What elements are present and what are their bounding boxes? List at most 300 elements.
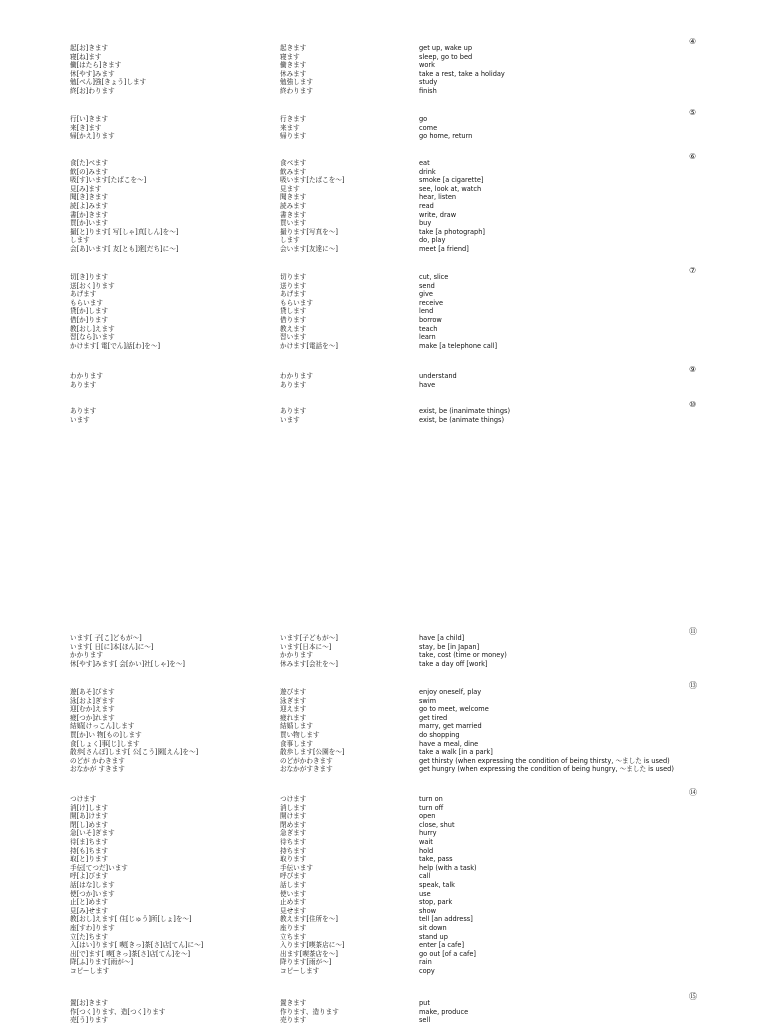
- kanji-with-reading: 出[で]ます[ 喫[きっ]茶[さ]店[てん]を～]: [70, 949, 191, 958]
- plain-form: 売ります: [280, 1016, 307, 1025]
- kanji-with-reading: 撮[と]ります[ 写[しゃ]真[しん]を～]: [70, 227, 179, 236]
- kanji-with-reading: 働[はたら]きます: [70, 61, 122, 70]
- plain-form: 急ぎます: [280, 829, 307, 838]
- kanji-with-reading: 待[ま]ちます: [70, 837, 109, 846]
- english-meaning: meet [a friend]: [419, 244, 469, 253]
- english-meaning: smoke [a cigarette]: [419, 176, 484, 185]
- vocab-row: [0, 236, 768, 245]
- plain-form: 勉強します: [280, 78, 313, 87]
- plain-form: 消します: [280, 803, 307, 812]
- vocab-row: [0, 748, 768, 757]
- kanji-with-reading: 食[た]べます: [70, 159, 109, 167]
- kanji-with-reading: 起[お]きます: [70, 44, 109, 52]
- plain-form: 飲みます: [280, 167, 307, 176]
- kanji-with-reading: 貸[か]します: [70, 307, 109, 316]
- kanji-with-reading: 会[あ]います[ 友[とも]達[だち]に～]: [70, 244, 179, 253]
- plain-form: 送ります: [280, 281, 307, 290]
- section-15: [0, 992, 768, 1025]
- plain-form: 止めます: [280, 898, 307, 907]
- plain-form: 聞きます: [280, 193, 307, 202]
- english-meaning: take a rest, take a holiday: [419, 69, 505, 78]
- english-meaning: get thirsty (when expressing the condition of being thirsty, ～ました is used): [419, 756, 670, 765]
- plain-form: 切ります: [280, 273, 307, 281]
- plain-form: おなかがすきます: [280, 765, 333, 774]
- english-meaning: eat: [419, 159, 430, 167]
- kanji-with-reading: のどが かわきます: [70, 756, 125, 765]
- section-13: [0, 681, 768, 774]
- plain-form: 寝ます: [280, 52, 300, 61]
- kanji-with-reading: おなかが すきます: [70, 765, 125, 774]
- vocab-row: [0, 651, 768, 660]
- plain-form: あります: [280, 380, 307, 389]
- english-meaning: have [a child]: [419, 634, 465, 642]
- english-meaning: borrow: [419, 315, 442, 324]
- vocab-row: [0, 722, 768, 731]
- kanji-with-reading: します: [70, 236, 90, 245]
- english-meaning: stand up: [419, 932, 448, 941]
- vocab-row: [0, 941, 768, 950]
- kanji-with-reading: コピーします: [70, 966, 110, 975]
- plain-form: 撮ります[写真を～]: [280, 227, 338, 236]
- section-9: [0, 365, 768, 389]
- english-meaning: have: [419, 380, 436, 389]
- english-meaning: exist, be (animate things): [419, 415, 505, 424]
- kanji-with-reading: 止[と]めます: [70, 898, 109, 907]
- english-meaning: tell [an address]: [419, 915, 473, 924]
- section-number: ⑩: [689, 400, 697, 409]
- plain-form: 会います[友達に～]: [280, 244, 338, 253]
- kanji-with-reading: 取[と]ります: [70, 855, 109, 864]
- kanji-with-reading: 閉[し]めます: [70, 820, 109, 829]
- kanji-with-reading: 借[か]ります: [70, 315, 109, 324]
- vocab-row: [0, 958, 768, 967]
- plain-form: 出ます[喫茶店を～]: [280, 949, 338, 958]
- section-number: ⑤: [689, 108, 697, 117]
- plain-form: 話します: [280, 880, 307, 889]
- plain-form: コピーします: [280, 966, 320, 975]
- kanji-with-reading: 疲[つか]れます: [70, 713, 115, 722]
- english-meaning: exist, be (inanimate things): [419, 407, 511, 415]
- vocab-row: [0, 838, 768, 847]
- english-meaning: drink: [419, 167, 436, 176]
- kanji-with-reading: 売[う]ります: [70, 1016, 109, 1025]
- vocab-row: [0, 282, 768, 291]
- english-meaning: receive: [419, 298, 444, 307]
- plain-form: 読みます: [280, 201, 307, 210]
- english-meaning: open: [419, 812, 436, 821]
- kanji-with-reading: 習[なら]います: [70, 333, 115, 342]
- kanji-with-reading: 行[い]きます: [70, 115, 109, 123]
- kanji-with-reading: 入[はい]ります[ 喫[きっ]茶[さ]店[てん]に～]: [70, 941, 204, 950]
- plain-form: 作ります、造ります: [280, 1007, 339, 1016]
- vocab-row: [0, 61, 768, 70]
- plain-form: 習います: [280, 333, 307, 342]
- plain-form: 疲れます: [280, 713, 307, 722]
- vocab-row: [0, 829, 768, 838]
- plain-form: 借ります: [280, 315, 307, 324]
- vocab-row: [0, 821, 768, 830]
- plain-form: つけます: [280, 795, 307, 803]
- vocab-row: [0, 124, 768, 133]
- kanji-with-reading: かけます[ 電[でん]話[わ]を～]: [70, 341, 161, 350]
- section-11: [0, 627, 768, 668]
- english-meaning: speak, talk: [419, 880, 456, 889]
- vocab-row: [0, 202, 768, 211]
- english-meaning: sell: [419, 1016, 431, 1025]
- section-10: [0, 400, 768, 424]
- vocab-row: [0, 115, 768, 124]
- kanji-with-reading: 持[も]ちます: [70, 846, 109, 855]
- english-meaning: take [a photograph]: [419, 227, 485, 236]
- kanji-with-reading: います[ 子[こ]どもが～]: [70, 634, 142, 642]
- section-number: ⑪: [689, 627, 697, 636]
- english-meaning: understand: [419, 372, 457, 380]
- vocab-row: [0, 950, 768, 959]
- vocab-row: [0, 660, 768, 669]
- section-5: [0, 108, 768, 141]
- plain-form: あげます: [280, 290, 307, 299]
- vocab-row: [0, 924, 768, 933]
- vocab-row: [0, 765, 768, 774]
- plain-form: います[子どもが～]: [280, 634, 338, 642]
- section-number: ⑦: [689, 266, 697, 275]
- plain-form: 手伝います: [280, 863, 313, 872]
- kanji-with-reading: 休[やす]みます[ 会[かい]社[しゃ]を～]: [70, 659, 185, 668]
- plain-form: 散歩します[公園を～]: [280, 748, 345, 757]
- vocab-row: [0, 697, 768, 706]
- kanji-with-reading: 置[お]きます: [70, 999, 109, 1007]
- english-meaning: turn on: [419, 795, 443, 803]
- vocab-row: [0, 53, 768, 62]
- vocab-row: [0, 757, 768, 766]
- english-meaning: get up, wake up: [419, 44, 473, 52]
- vocab-row: [0, 1008, 768, 1017]
- vocab-row: [0, 245, 768, 254]
- vocab-row: [0, 333, 768, 342]
- vocab-row: [0, 795, 768, 804]
- plain-form: 待ちます: [280, 837, 307, 846]
- plain-form: います: [280, 415, 300, 424]
- plain-form: 休みます[会社を～]: [280, 659, 338, 668]
- kanji-with-reading: 手伝[てつだ]います: [70, 863, 128, 872]
- plain-form: います[日本に～]: [280, 642, 332, 651]
- plain-form: 書きます: [280, 210, 307, 219]
- kanji-with-reading: 降[ふ]ります[雨が～]: [70, 958, 134, 967]
- vocab-row: [0, 847, 768, 856]
- english-meaning: do, play: [419, 236, 446, 245]
- vocab-row: [0, 688, 768, 697]
- section-number: ⑬: [689, 681, 697, 690]
- kanji-with-reading: もらいます: [70, 298, 103, 307]
- section-14: [0, 788, 768, 975]
- english-meaning: teach: [419, 324, 438, 333]
- kanji-with-reading: 開[あ]けます: [70, 812, 109, 821]
- kanji-with-reading: 泳[およ]ぎます: [70, 696, 115, 705]
- kanji-with-reading: 終[お]わります: [70, 86, 115, 95]
- plain-form: わかります: [280, 372, 313, 380]
- vocab-row: [0, 872, 768, 881]
- plain-form: 貸します: [280, 307, 307, 316]
- english-meaning: read: [419, 201, 434, 210]
- english-meaning: hold: [419, 846, 434, 855]
- kanji-with-reading: 遊[あそ]びます: [70, 688, 115, 696]
- english-meaning: learn: [419, 333, 436, 342]
- vocab-row: [0, 890, 768, 899]
- vocab-row: [0, 228, 768, 237]
- english-meaning: rain: [419, 958, 432, 967]
- vocab-row: [0, 999, 768, 1008]
- vocab-row: [0, 299, 768, 308]
- plain-form: 泳ぎます: [280, 696, 307, 705]
- english-meaning: show: [419, 906, 437, 915]
- kanji-with-reading: わかります: [70, 372, 103, 380]
- english-meaning: take a day off [work]: [419, 659, 488, 668]
- vocab-row: [0, 372, 768, 381]
- vocab-row: [0, 132, 768, 141]
- vocab-row: [0, 804, 768, 813]
- plain-form: 開けます: [280, 812, 307, 821]
- english-meaning: get tired: [419, 713, 448, 722]
- plain-form: 行きます: [280, 115, 307, 123]
- plain-form: 教えます: [280, 324, 307, 333]
- english-meaning: give: [419, 290, 433, 299]
- section-number: ④: [689, 37, 697, 46]
- plain-form: 食事します: [280, 739, 313, 748]
- vocab-row: [0, 1016, 768, 1025]
- english-meaning: enter [a cafe]: [419, 941, 465, 950]
- section-number: ⑭: [689, 788, 697, 797]
- plain-form: 見ます: [280, 184, 300, 193]
- vocab-row: [0, 273, 768, 282]
- plain-form: 教えます[住所を～]: [280, 915, 338, 924]
- vocab-row: [0, 967, 768, 976]
- kanji-with-reading: 迎[むか]えます: [70, 705, 115, 714]
- plain-form: 呼びます: [280, 872, 307, 881]
- english-meaning: do shopping: [419, 730, 460, 739]
- section-4: [0, 37, 768, 96]
- plain-form: 使います: [280, 889, 307, 898]
- kanji-with-reading: あげます: [70, 290, 97, 299]
- kanji-with-reading: 使[つか]います: [70, 889, 115, 898]
- plain-form: 閉めます: [280, 820, 307, 829]
- vocab-row: [0, 168, 768, 177]
- plain-form: 休みます: [280, 69, 307, 78]
- kanji-with-reading: 買[か]います: [70, 219, 109, 228]
- plain-form: かかります: [280, 651, 313, 660]
- kanji-with-reading: 買[か]い 物[もの]します: [70, 730, 142, 739]
- english-meaning: buy: [419, 219, 432, 228]
- english-meaning: go home, return: [419, 132, 473, 141]
- vocab-row: [0, 933, 768, 942]
- kanji-with-reading: 消[け]します: [70, 803, 109, 812]
- plain-form: 迎えます: [280, 705, 307, 714]
- vocab-row: [0, 812, 768, 821]
- english-meaning: swim: [419, 696, 437, 705]
- kanji-with-reading: 読[よ]みます: [70, 201, 109, 210]
- plain-form: もらいます: [280, 298, 313, 307]
- vocab-row: [0, 342, 768, 351]
- english-meaning: go out [of a cafe]: [419, 949, 476, 958]
- english-meaning: finish: [419, 86, 437, 95]
- kanji-with-reading: 教[おし]えます[ 住[じゅう]所[しょ]を～]: [70, 915, 192, 924]
- kanji-with-reading: 切[き]ります: [70, 273, 109, 281]
- plain-form: 終わります: [280, 86, 313, 95]
- english-meaning: marry, get married: [419, 722, 482, 731]
- kanji-with-reading: 見[み]せます: [70, 906, 109, 915]
- english-meaning: copy: [419, 966, 435, 975]
- english-meaning: see, look at, watch: [419, 184, 482, 193]
- english-meaning: go: [419, 115, 428, 123]
- kanji-with-reading: います[ 日[に]本[ほん]に～]: [70, 642, 154, 651]
- english-meaning: enjoy oneself, play: [419, 688, 482, 696]
- kanji-with-reading: 来[き]ます: [70, 123, 102, 132]
- english-meaning: hurry: [419, 829, 437, 838]
- vocab-row: [0, 407, 768, 416]
- english-meaning: come: [419, 123, 438, 132]
- plain-form: 買います: [280, 219, 307, 228]
- english-meaning: put: [419, 999, 430, 1007]
- kanji-with-reading: 吸[す]います[たばこを～]: [70, 176, 147, 185]
- plain-form: のどがかわきます: [280, 756, 333, 765]
- kanji-with-reading: います: [70, 415, 90, 424]
- english-meaning: sleep, go to bed: [419, 52, 473, 61]
- kanji-with-reading: 食[しょく]事[じ]します: [70, 739, 140, 748]
- english-meaning: send: [419, 281, 435, 290]
- vocab-row: [0, 176, 768, 185]
- plain-form: 座ります: [280, 923, 307, 932]
- vocab-row: [0, 325, 768, 334]
- plain-form: かけます[電話を～]: [280, 341, 338, 350]
- english-meaning: wait: [419, 837, 433, 846]
- kanji-with-reading: 教[おし]えます: [70, 324, 115, 333]
- vocab-row: [0, 87, 768, 96]
- plain-form: あります: [280, 407, 307, 415]
- english-meaning: help (with a task): [419, 863, 477, 872]
- vocab-row: [0, 211, 768, 220]
- english-meaning: stay, be [in Japan]: [419, 642, 480, 651]
- plain-form: 持ちます: [280, 846, 307, 855]
- kanji-with-reading: 呼[よ]びます: [70, 872, 109, 881]
- vocab-row: [0, 307, 768, 316]
- vocab-row: [0, 898, 768, 907]
- plain-form: 結婚します: [280, 722, 313, 731]
- english-meaning: turn off: [419, 803, 444, 812]
- plain-form: 入ります[喫茶店に～]: [280, 941, 345, 950]
- kanji-with-reading: 急[いそ]ぎます: [70, 829, 115, 838]
- plain-form: 遊びます: [280, 688, 307, 696]
- kanji-with-reading: 聞[き]きます: [70, 193, 109, 202]
- vocab-row: [0, 78, 768, 87]
- english-meaning: get hungry (when expressing the condition of being hungry, ～ました is used): [419, 765, 674, 774]
- plain-form: 来ます: [280, 123, 300, 132]
- english-meaning: work: [419, 61, 435, 70]
- plain-form: します: [280, 236, 300, 245]
- english-meaning: stop, park: [419, 898, 453, 907]
- kanji-with-reading: 見[み]ます: [70, 184, 102, 193]
- vocab-row: [0, 740, 768, 749]
- vocab-row: [0, 864, 768, 873]
- plain-form: 働きます: [280, 61, 307, 70]
- plain-form: 立ちます: [280, 932, 307, 941]
- kanji-with-reading: 休[やす]みます: [70, 69, 115, 78]
- english-meaning: call: [419, 872, 431, 881]
- english-meaning: take, cost (time or money): [419, 651, 507, 660]
- plain-form: 取ります: [280, 855, 307, 864]
- english-meaning: take, pass: [419, 855, 453, 864]
- vocab-row: [0, 193, 768, 202]
- plain-form: 帰ります: [280, 132, 307, 141]
- kanji-with-reading: つけます: [70, 795, 97, 803]
- english-meaning: make [a telephone call]: [419, 341, 498, 350]
- kanji-with-reading: 散歩[さんぽ]します[ 公[こう]園[えん]を～]: [70, 748, 199, 757]
- vocab-row: [0, 731, 768, 740]
- vocab-row: [0, 643, 768, 652]
- kanji-with-reading: かかります: [70, 651, 103, 660]
- plain-form: 見せます: [280, 906, 307, 915]
- vocab-row: [0, 855, 768, 864]
- plain-form: 置きます: [280, 999, 307, 1007]
- english-meaning: lend: [419, 307, 434, 316]
- section-7: [0, 266, 768, 350]
- english-meaning: study: [419, 78, 438, 87]
- vocab-row: [0, 381, 768, 390]
- kanji-with-reading: 飲[の]みます: [70, 167, 109, 176]
- section-6: [0, 152, 768, 254]
- vocab-row: [0, 44, 768, 53]
- kanji-with-reading: 立[た]ちます: [70, 932, 109, 941]
- english-meaning: write, draw: [419, 210, 457, 219]
- english-meaning: have a meal, dine: [419, 739, 479, 748]
- vocab-row: [0, 915, 768, 924]
- kanji-with-reading: 話[はな]します: [70, 880, 115, 889]
- kanji-with-reading: 作[つく]ります、造[つく]ります: [70, 1007, 166, 1016]
- kanji-with-reading: 結婚[けっこん]します: [70, 722, 135, 731]
- vocab-row: [0, 316, 768, 325]
- english-meaning: use: [419, 889, 431, 898]
- english-meaning: take a walk [in a park]: [419, 748, 493, 757]
- vocab-row: [0, 634, 768, 643]
- vocab-row: [0, 159, 768, 168]
- english-meaning: make, produce: [419, 1007, 469, 1016]
- vocab-row: [0, 290, 768, 299]
- english-meaning: close, shut: [419, 820, 455, 829]
- plain-form: 吸います[たばこを～]: [280, 176, 345, 185]
- vocab-row: [0, 219, 768, 228]
- vocab-row: [0, 416, 768, 425]
- plain-form: 起きます: [280, 44, 307, 52]
- kanji-with-reading: 勉[べん]強[きょう]します: [70, 78, 147, 87]
- vocab-row: [0, 705, 768, 714]
- kanji-with-reading: 帰[かえ]ります: [70, 132, 115, 141]
- english-meaning: sit down: [419, 923, 447, 932]
- vocab-row: [0, 881, 768, 890]
- section-number: ⑨: [689, 365, 697, 374]
- kanji-with-reading: 書[か]きます: [70, 210, 109, 219]
- kanji-with-reading: あります: [70, 380, 97, 389]
- kanji-with-reading: 寝[ね]ます: [70, 52, 102, 61]
- section-number: ⑥: [689, 152, 697, 161]
- section-number: ⑮: [689, 992, 697, 1001]
- plain-form: 食べます: [280, 159, 307, 167]
- plain-form: 降ります[雨が～]: [280, 958, 332, 967]
- english-meaning: cut, slice: [419, 273, 449, 281]
- vocab-row: [0, 185, 768, 194]
- plain-form: 買い物します: [280, 730, 320, 739]
- kanji-with-reading: 座[すわ]ります: [70, 923, 115, 932]
- english-meaning: go to meet, welcome: [419, 705, 489, 714]
- english-meaning: hear, listen: [419, 193, 457, 202]
- kanji-with-reading: 送[おく]ります: [70, 281, 115, 290]
